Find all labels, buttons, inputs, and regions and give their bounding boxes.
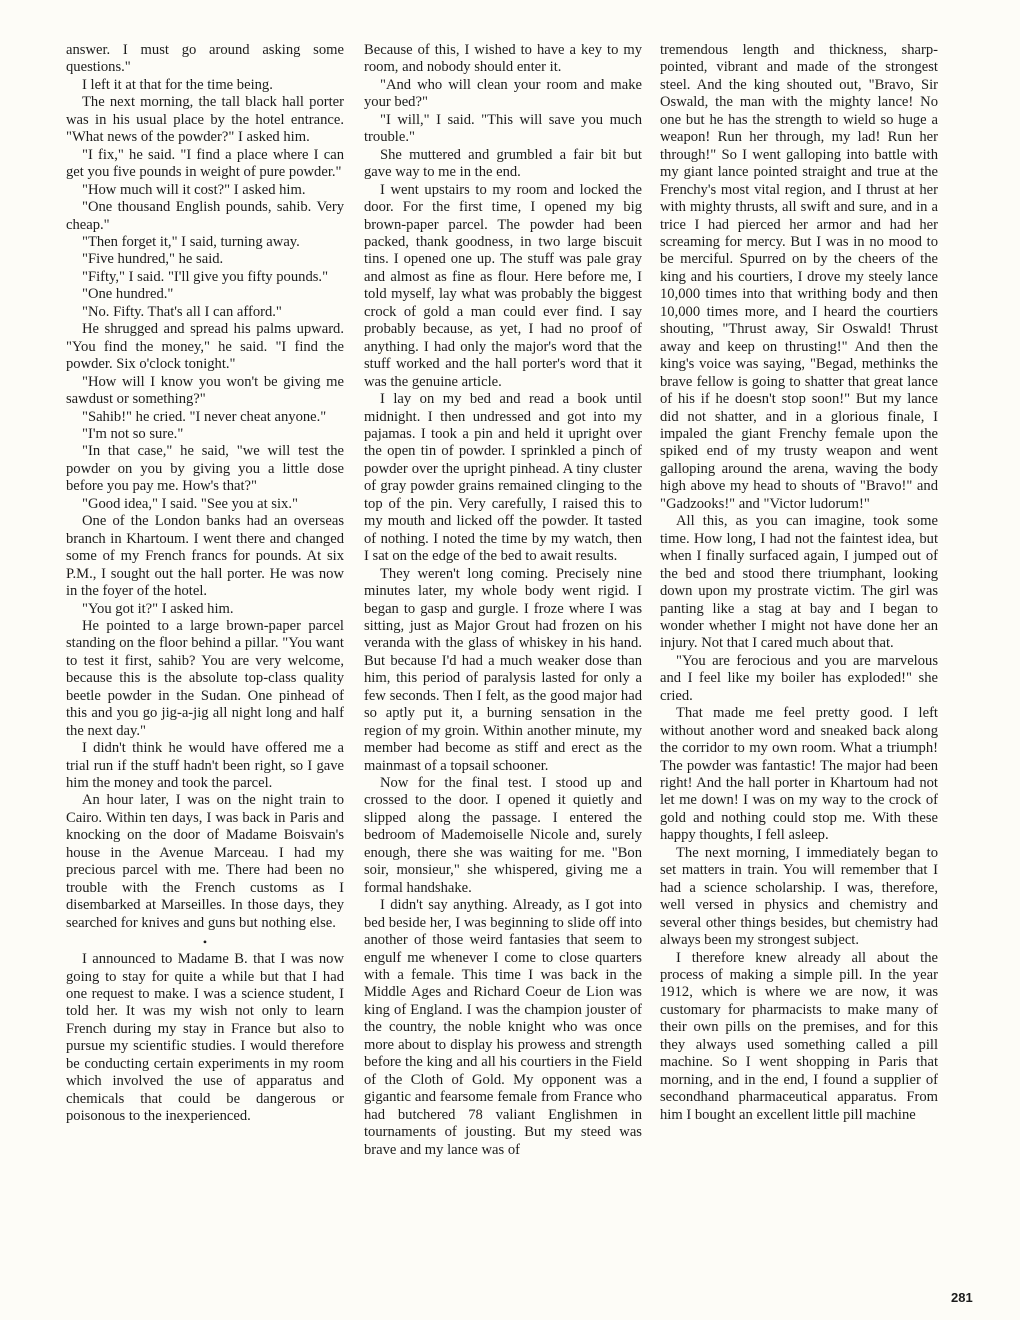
- paragraph: That made me feel pretty good. I left without another word and sneaked back along the corridor to my own room. What a triumph! The powder was fantastic! The major had been right! And the hall porter in Khartoum had not let me down! I was on my way to the crock of gold and nothing could stop me. With these happy thoughts, I fell asleep.: [660, 705, 938, 844]
- paragraph: The next morning, the tall black hall porter was in his usual place by the hotel entrance. "What news of the powder?" I asked him.: [66, 94, 344, 146]
- paragraph: I didn't think he would have offered me a trial run if the stuff hadn't been right, so I gave him the money and took the parcel.: [66, 740, 344, 792]
- paragraph: "I will," I said. "This will save you much trouble.": [364, 111, 642, 146]
- paragraph: I didn't say anything. Already, as I got into bed beside her, I was beginning to slide off into another of those weird fantasies that seem to engulf me whenever I come to close quarters with a female. This time I was back in the Middle Ages and Richard Coeur de Lion was king of England. I was the champion jouster of the country, the noble knight who was once more about to display his prowess and strength before the king and all his courtiers in the Field of the Cloth of Gold. My opponent was a gigantic and fearsome female from France who had butchered 78 valiant Englishmen in tournaments of jousting. But my steed was brave and my lance was of: [364, 897, 642, 1158]
- text-column-2: [364, 42, 642, 1159]
- paragraph: "How will I know you won't be giving me sawdust or something?": [66, 373, 344, 408]
- paragraph: He shrugged and spread his palms upward. "You find the money," he said. "I find the powder. Six o'clock tonight.": [66, 321, 344, 373]
- paragraph: One of the London banks had an overseas branch in Khartoum. I went there and changed some of my French francs for pounds. At six P.M., I sought out the hall porter. He was now in the foyer of the hotel.: [66, 513, 344, 600]
- paragraph: All this, as you can imagine, took some time. How long, I had not the faintest idea, but when I finally surfaced again, I jumped out of the bed and stood there triumphant, looking down upon my prostrate victim. The girl was panting like a stag at bay and I began to wonder whether I might not have done her an injury. Not that I cared much about that.: [660, 513, 938, 652]
- paragraph: "One hundred.": [82, 286, 174, 303]
- paragraph: I left it at that for the time being.: [82, 76, 273, 93]
- paragraph: "Fifty," I said. "I'll give you fifty pounds.": [82, 268, 329, 285]
- paragraph: "No. Fifty. That's all I can afford.": [82, 303, 282, 320]
- text-column-1: [66, 42, 344, 1126]
- paragraph: He pointed to a large brown-paper parcel standing on the floor behind a pillar. "You want to test it first, sahib? You are very welcome, because this is the absolute top-class quality beetle powder in the Sudan. One pinhead of this and you go jig-a-jig all night long and half the next day.": [66, 617, 344, 739]
- paragraph: "Sahib!" he cried. "I never cheat anyone.": [82, 408, 327, 425]
- paragraph: "And who will clean your room and make your bed?": [364, 76, 642, 111]
- paragraph: "Five hundred," he said.: [82, 251, 224, 268]
- paragraph: "I fix," he said. "I find a place where I can get you five pounds in weight of pure powder.": [66, 146, 344, 181]
- section-break-bullet: •: [202, 935, 208, 950]
- paragraph: "Then forget it," I said, turning away.: [82, 233, 300, 250]
- text-column-3: [660, 42, 938, 1124]
- paragraph: answer. I must go around asking some questions.": [66, 42, 344, 76]
- paragraph: tremendous length and thickness, sharp-pointed, vibrant and made of the strongest steel. And the king shouted out, "Bravo, Sir Oswald, the man with the mighty lance! No one but he has the strength to wield so huge a weapon! Run her through, my lad! Run her through!" So I went galloping into battle with my giant lance pointed straight and true at the Frenchy's most vital region, and I thrust at her with mighty thrusts, all swift and sure, and in a trice I had pierced her armor and had her screaming for mercy. But I was in no mood to be merciful. Spurred on by the cheers of the king and his courtiers, I drove my steely lance 10,000 times into that writhing body and then 10,000 times more, and I heard the courtiers shouting, "Thrust away, Sir Oswald! Thrust away and keep on thrusting!" And then the king's voice was saying, "Begad, methinks the brave fellow is going to shatter that great lance of his if he doesn't stop soon!" But my lance did not shatter, and in a glorious finale, I impaled the giant Frenchy female upon the spiked end of my trusty weapon and went galloping around the arena, waving the body high above my head to shouts of "Bravo!" and "Gadzooks!" and "Victor ludorum!": [660, 42, 938, 512]
- paragraph: "Good idea," I said. "See you at six.": [82, 495, 298, 512]
- paragraph: I therefore knew already all about the process of making a simple pill. In the year 1912, which is where we are now, it was customary for pharmacists to make many of their own pills on the premises, and for this they always used something called a pill machine. So I went shopping in Paris that morning, and in the end, I found a supplier of secondhand pharmaceutical apparatus. From him I bought an excellent little pill machine: [660, 949, 938, 1123]
- paragraph: Because of this, I wished to have a key to my room, and nobody should enter it.: [364, 42, 642, 76]
- paragraph: They weren't long coming. Precisely nine minutes later, my whole body went rigid. I began to gasp and gurgle. I froze where I was sitting, just as Major Grout had frozen on his veranda with the glass of whiskey in his hand. But because I'd had a much weaker dose than him, this period of paralysis lasted for only a few seconds. Then I felt, as the good major had so aptly put it, a burning sensation in the region of my groin. Within another minute, my member had become as stiff and erect as the mainmast of a topsail schooner.: [364, 565, 642, 774]
- paragraph: I lay on my bed and read a book until midnight. I then undressed and got into my pajamas. I took a pin and held it upright over the open tin of powder. I sprinkled a pinch of powder over the upright pinhead. A tiny cluster of gray powder grains remained clinging to the top of the pin. Very carefully, I raised this to my mouth and licked off the powder. It tasted of nothing. I noted the time by my watch, then I sat on the edge of the bed to await results.: [364, 391, 642, 565]
- paragraph: Now for the final test. I stood up and crossed to the door. I opened it quietly and slipped along the passage. I entered the bedroom of Mademoiselle Nicole and, surely enough, there she was waiting for me. "Bon soir, monsieur," she whispered, giving me a formal handshake.: [364, 775, 642, 896]
- paragraph: "How much will it cost?" I asked him.: [82, 181, 306, 198]
- page-number: 281: [951, 1290, 973, 1305]
- paragraph: "You are ferocious and you are marvelous and I feel like my boiler has exploded!" she cried.: [660, 652, 938, 704]
- paragraph: I announced to Madame B. that I was now going to stay for quite a while but that I had one request to make. I was a science student, I told her. It was my wish not only to learn French during my stay in France but also to pursue my scientific studies. I would therefore be conducting certain experiments in my room which involved the use of apparatus and chemicals that could be dangerous or poisonous to the inexperienced.: [66, 951, 344, 1125]
- paragraph: "In that case," he said, "we will test the powder on you by giving you a little dose before you pay me. How's that?": [66, 443, 344, 495]
- paragraph: "You got it?" I asked him.: [82, 600, 234, 617]
- paragraph: An hour later, I was on the night train to Cairo. Within ten days, I was back in Paris and knocking on the door of Madame Boisvain's house in the Avenue Marceau. I had my precious parcel with me. There had been no trouble with the French customs as I disembarked at Marseilles. In those days, they searched for knives and guns but nothing else.: [66, 792, 344, 931]
- paragraph: "One thousand English pounds, sahib. Very cheap.": [66, 199, 344, 233]
- paragraph: "I'm not so sure.": [82, 425, 184, 442]
- paragraph: I went upstairs to my room and locked the door. For the first time, I opened my big brown-paper parcel. The powder had been packed, thank goodness, in two large biscuit tins. I opened one up. The stuff was pale gray and almost as fine as flour. Here before me, I told myself, lay what was probably the biggest crock of gold a man could ever find. I say probably because, as yet, I had no proof of anything. I had only the major's word that the stuff worked and the hall porter's word that it was the genuine article.: [364, 181, 642, 390]
- paragraph: She muttered and grumbled a fair bit but gave way to me in the end.: [364, 146, 642, 181]
- paragraph: The next morning, I immediately began to set matters in train. You will remember that I had a science scholarship. I was, therefore, well versed in physics and chemistry and several other things besides, but chemistry had always been my strongest subject.: [660, 844, 938, 949]
